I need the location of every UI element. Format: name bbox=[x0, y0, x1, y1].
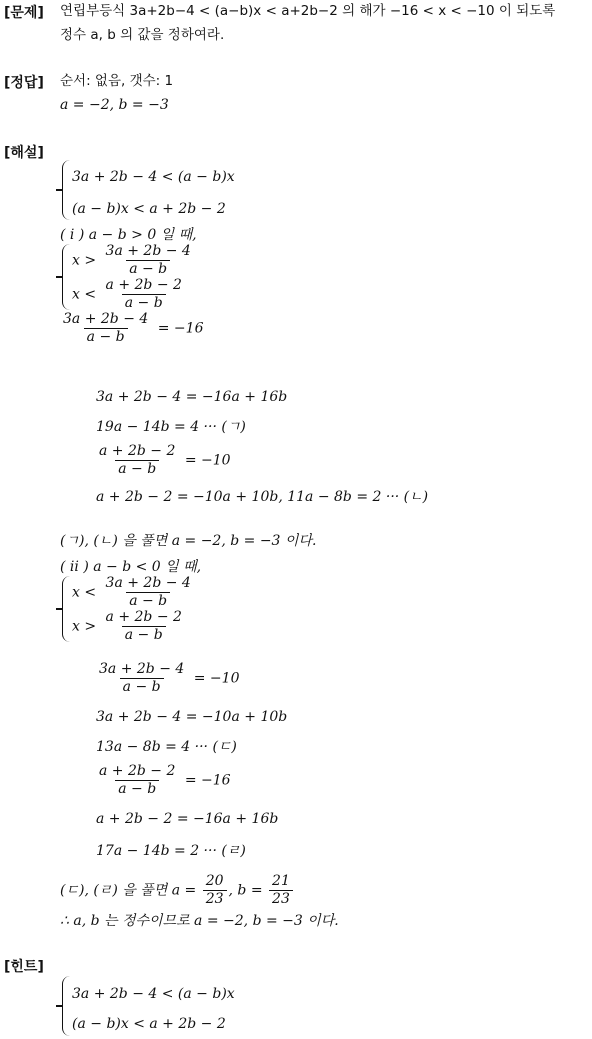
solution-label: [해설] bbox=[4, 145, 44, 161]
system1-ineq1: 3a + 2b − 4 < (a − b)x bbox=[72, 169, 235, 185]
hint-ineq1: 3a + 2b − 4 < (a − b)x bbox=[72, 986, 235, 1002]
problem-text-line1: 연립부등식 3a+2b−4 < (a−b)x < a+2b−2 의 해가 −16 < x < −10 이 되도록 bbox=[60, 3, 556, 19]
hint-brace bbox=[62, 976, 71, 1036]
case1-title: ( i ) a − b > 0 일 때, bbox=[60, 227, 197, 243]
problem-label: [문제] bbox=[4, 5, 44, 21]
hint-label: [힌트] bbox=[4, 959, 44, 975]
case1-equation: $\frac{3a + 2b - 4}{a - b}$ = −16 bbox=[63, 311, 204, 345]
case1-ineq2: x < $\frac{a + 2b - 2}{a - b}$ bbox=[72, 277, 182, 311]
case2-brace bbox=[62, 576, 71, 642]
step8-equation: $\frac{a + 2b - 2}{a - b}$ = −16 bbox=[99, 763, 231, 797]
system1-ineq2: (a − b)x < a + 2b − 2 bbox=[72, 201, 226, 217]
step4-equation: a + 2b − 2 = −10a + 10b, 11a − 8b = 2 ··· (ㄴ) bbox=[96, 489, 429, 505]
case2-ineq2: x > $\frac{a + 2b - 2}{a - b}$ bbox=[72, 609, 182, 643]
step7-equation: 13a − 8b = 4 ··· (ㄷ) bbox=[96, 739, 237, 755]
step9-equation: a + 2b − 2 = −16a + 16b bbox=[96, 811, 279, 827]
case2-title: ( ii ) a − b < 0 일 때, bbox=[60, 559, 202, 575]
conclusion2: (ㄷ), (ㄹ) 을 풀면 a = $\frac{20}{23}$ , b = $\frac{21}{23}$ bbox=[60, 874, 295, 907]
step1-equation: 3a + 2b − 4 = −16a + 16b bbox=[96, 389, 288, 405]
case1-ineq1: x > $\frac{3a + 2b - 4}{a - b}$ bbox=[72, 243, 191, 277]
answer-values: a = −2, b = −3 bbox=[60, 97, 169, 113]
step2-equation: 19a − 14b = 4 ··· (ㄱ) bbox=[96, 419, 246, 435]
conclusion3: ∴ a, b 는 정수이므로 a = −2, b = −3 이다. bbox=[60, 913, 339, 929]
case2-ineq1: x < $\frac{3a + 2b - 4}{a - b}$ bbox=[72, 575, 191, 609]
case1-brace bbox=[62, 244, 71, 310]
answer-label: [정답] bbox=[4, 75, 44, 91]
conclusion1: (ㄱ), (ㄴ) 을 풀면 a = −2, b = −3 이다. bbox=[60, 533, 317, 549]
system-brace bbox=[62, 160, 71, 220]
answer-meta: 순서: 없음, 갯수: 1 bbox=[60, 73, 174, 89]
step3-equation: $\frac{a + 2b - 2}{a - b}$ = −10 bbox=[99, 443, 231, 477]
step10-equation: 17a − 14b = 2 ··· (ㄹ) bbox=[96, 843, 246, 859]
step6-equation: 3a + 2b − 4 = −10a + 10b bbox=[96, 709, 288, 725]
hint-ineq2: (a − b)x < a + 2b − 2 bbox=[72, 1016, 226, 1032]
step5-equation: $\frac{3a + 2b - 4}{a - b}$ = −10 bbox=[99, 661, 240, 695]
problem-text-line2: 정수 a, b 의 값을 정하여라. bbox=[60, 27, 225, 43]
